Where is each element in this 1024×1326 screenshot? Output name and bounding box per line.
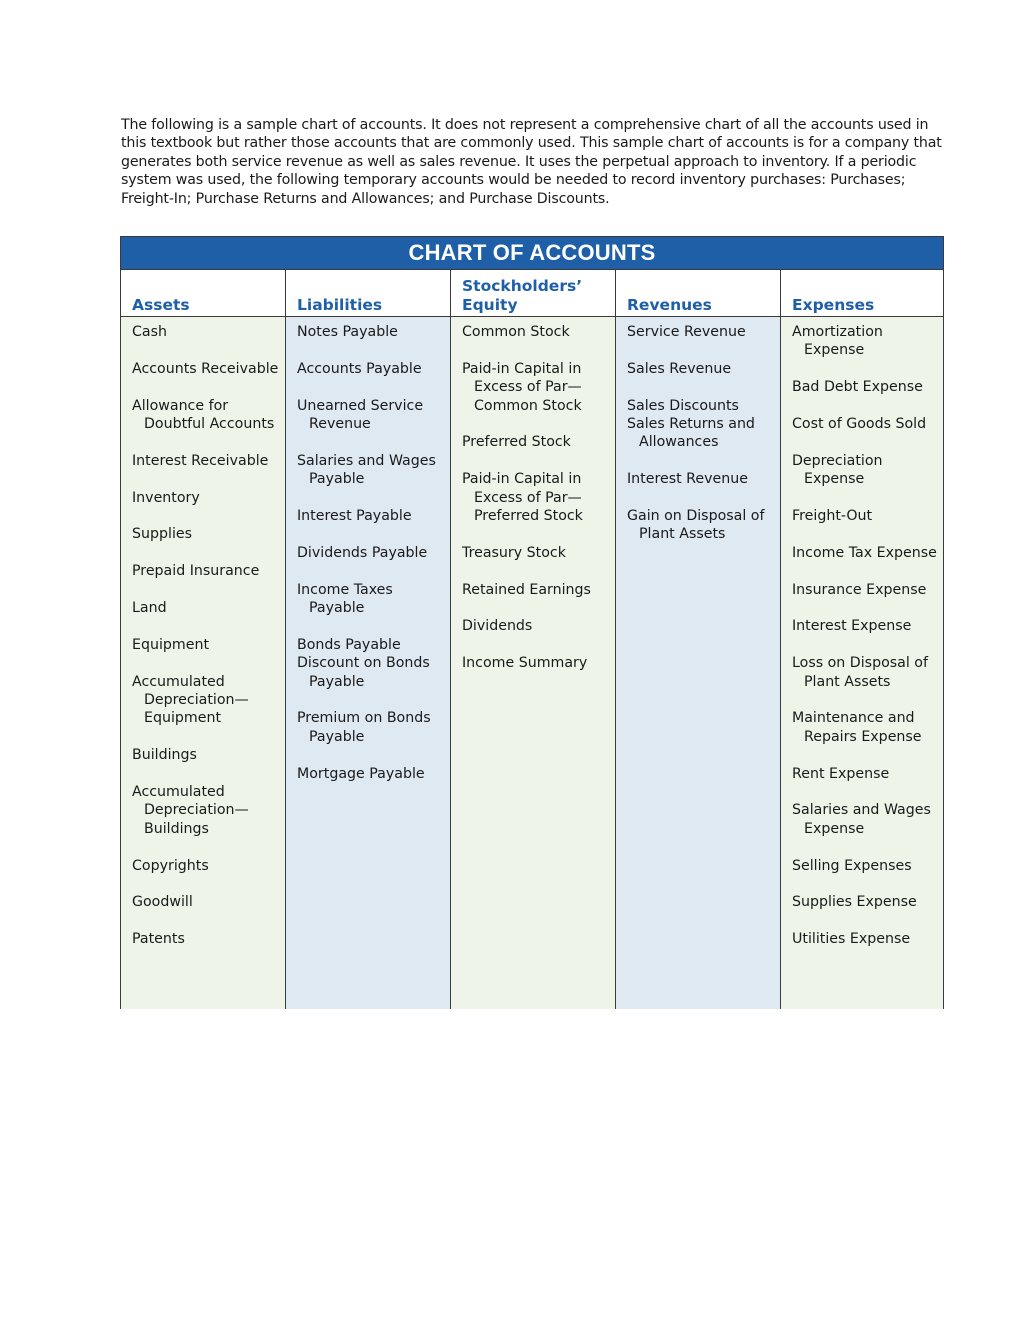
intro-paragraph: The following is a sample chart of accounts. It does not represent a comprehensive chart of all the accounts used in this textbook but rather those accounts that are commonly used. This sample chart of accounts is for a company that generates both service revenue as well as sales revenue. It uses the perpetual approach to inventory. If a periodic system was used, the following temporary accounts would be needed to record inventory purchases: Purchases; Freight-In; Purchase Returns and Allowances; and Purchase Discounts. [121, 117, 942, 207]
account-item: Freight-Out [792, 508, 873, 524]
chart-of-accounts-table [120, 236, 944, 1009]
account-item: Supplies [132, 526, 193, 543]
account-item: Interest Revenue [627, 471, 748, 488]
account-item: Goodwill [132, 894, 193, 911]
account-item: Gain on Disposal of Plant Assets [627, 508, 765, 543]
account-item: Allowance for Doubtful Accounts [132, 397, 275, 432]
header-revenues-label: Revenues [627, 295, 712, 314]
header-stockholders-equity [451, 270, 616, 316]
header-equity-line1: Stockholders’ [462, 277, 583, 296]
account-item: Cost of Goods Sold [792, 416, 927, 432]
account-item: Depreciation Expense [792, 452, 883, 488]
account-item: Paid-in Capital in Excess of Par— Common Stock [462, 360, 582, 414]
header-equity-label: Equity [462, 295, 518, 314]
account-item: Sales Returns and Allowances [627, 416, 755, 451]
account-item: Interest Payable [297, 508, 412, 524]
equity-column [451, 317, 616, 1009]
account-item: Accounts Payable [297, 360, 422, 377]
account-item: Premium on Bonds Payable [297, 710, 431, 745]
account-item: Dividends [462, 618, 533, 635]
account-item: Common Stock [462, 324, 570, 340]
account-item: Interest Receivable [132, 452, 269, 469]
account-item: Notes Payable [297, 324, 398, 340]
account-item: Service Revenue [627, 324, 746, 340]
account-item: Bad Debt Expense [792, 379, 923, 396]
account-item: Buildings [132, 747, 197, 764]
account-item: Income Tax Expense [792, 544, 937, 561]
account-item: Preferred Stock [462, 434, 571, 451]
account-item: Interest Expense [792, 618, 912, 635]
account-item: Salaries and Wages Expense [792, 802, 931, 837]
account-item: Bonds Payable [297, 636, 401, 653]
account-item: Insurance Expense [792, 581, 927, 598]
account-item: Mortgage Payable [297, 765, 425, 782]
liabilities-column [286, 317, 451, 1009]
account-item: Selling Expenses [792, 857, 912, 874]
account-item: Retained Earnings [462, 581, 591, 598]
account-item: Sales Revenue [627, 360, 732, 377]
account-item: Utilities Expense [792, 931, 911, 948]
account-item: Cash [132, 324, 167, 340]
account-item: Salaries and Wages Payable [297, 452, 436, 488]
account-item: Accumulated Depreciation— Equipment [132, 673, 249, 727]
account-item: Accumulated Depreciation— Buildings [132, 783, 249, 837]
header-expenses [781, 270, 943, 316]
expenses-column [781, 317, 943, 1009]
header-revenues [616, 270, 781, 316]
revenues-column [616, 317, 781, 1009]
account-item: Land [132, 599, 167, 616]
account-item: Income Summary [462, 655, 588, 672]
account-item: Unearned Service Revenue [297, 397, 424, 432]
account-item: Accounts Receivable [132, 360, 279, 377]
account-item: Copyrights [132, 857, 209, 874]
account-item: Inventory [132, 489, 200, 506]
accounts-body [121, 317, 943, 1009]
account-item: Rent Expense [792, 765, 890, 782]
account-item: Supplies Expense [792, 894, 917, 911]
account-item: Dividends Payable [297, 544, 428, 561]
account-item: Treasury Stock [462, 544, 566, 561]
header-liabilities [286, 270, 451, 316]
account-item: Patents [132, 931, 185, 948]
account-item: Discount on Bonds Payable [297, 655, 430, 690]
account-item: Maintenance and Repairs Expense [792, 710, 922, 745]
account-item: Prepaid Insurance [132, 563, 260, 580]
account-item: Amortization Expense [792, 324, 883, 359]
account-item: Sales Discounts [627, 397, 739, 414]
assets-column [121, 317, 286, 1009]
header-expenses-label: Expenses [792, 295, 875, 314]
chart-title: CHART OF ACCOUNTS [121, 237, 943, 270]
account-item: Paid-in Capital in Excess of Par— Preferred Stock [462, 471, 583, 525]
header-liabilities-label: Liabilities [297, 295, 383, 314]
account-item: Equipment [132, 636, 210, 653]
header-assets-label: Assets [132, 295, 190, 314]
account-item: Income Taxes Payable [297, 581, 393, 616]
account-item: Loss on Disposal of Plant Assets [792, 655, 928, 690]
header-row [121, 270, 943, 317]
header-assets [121, 270, 286, 316]
